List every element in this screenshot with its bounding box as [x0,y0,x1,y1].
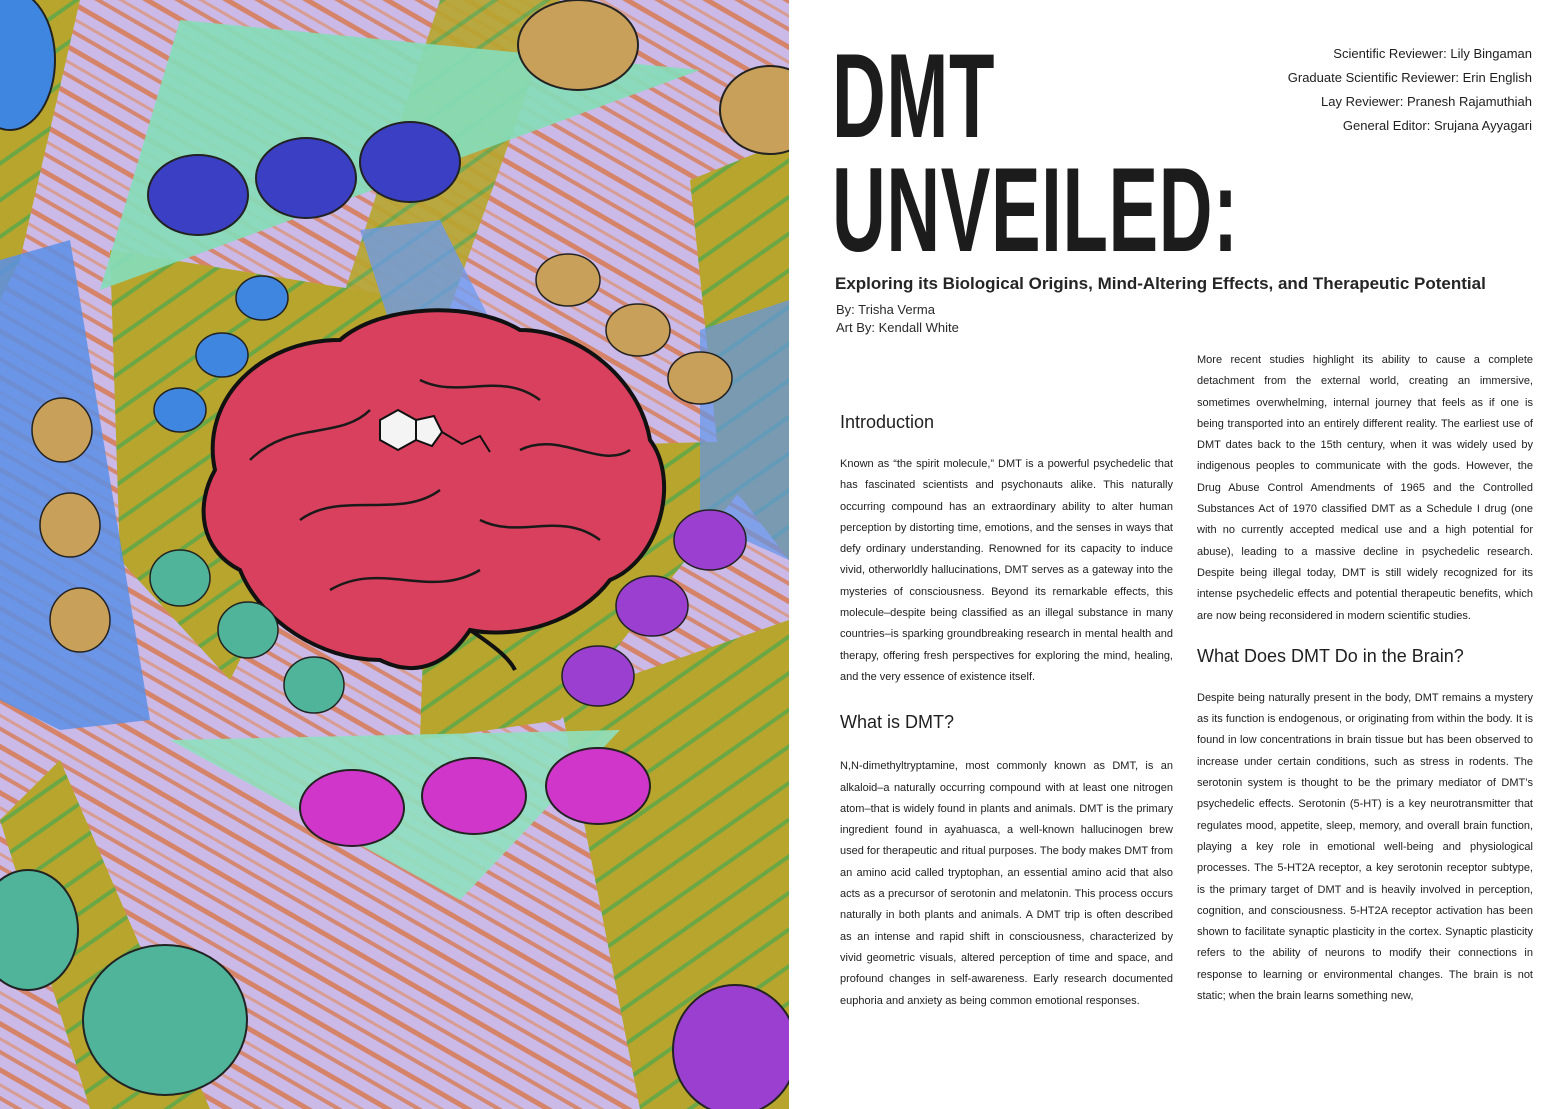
introduction-paragraph: Known as “the spirit molecule,” DMT is a powerful psychedelic that has fascinated scientists and psychonauts alike. This naturally occurring compound has an extraordinary ability to alter human perception by distorting time, emotions, and the senses in ways that defy ordinary understanding. Renowned for its capacity to induce vivid, otherworldly hallucinations, DMT serves as a gateway into the mysteries of consciousness. Beyond its remarkable effects, this molecule–despite being classified as an illegal substance in many countries–is sparking groundbreaking research in mental health and therapy, offering fresh perspectives for exploring the mind, healing, and the very essence of existence itself. [840,458,1173,683]
general-editor: General Editor: Srujana Ayyagari [1342,118,1532,133]
headline-line-2: UNVEILED: [832,143,1239,277]
article-page [789,0,1567,1109]
what-is-dmt-paragraph: N,N-dimethyltryptamine, most commonly known as DMT, is an alkaloid–a naturally occurring compound with at least one nitrogen atom–that is widely found in plants and animals. DMT is the primary ingredient found in ayahuasca, a well-known hallucinogen brew used for therapeutic and ritual purposes. The body makes DMT from an amino acid called tryptophan, an essential amino acid that also acts as a precursor of serotonin and melatonin. This process occurs naturally in both plants and animals. A DMT trip is often described as an intense and rapid shift in consciousness, characterized by vivid geometric visuals, altered perception of time and space, and profound changes in self-awareness. Early research documented euphoria and anxiety as being common emotional responses. [840,760,1173,1007]
what-is-dmt-heading: What is DMT? [840,712,955,733]
article-subtitle: Exploring its Biological Origins, Mind-Altering Effects, and Therapeutic Potential [835,274,1486,293]
lay-reviewer: Lay Reviewer: Pranesh Rajamuthiah [1321,94,1532,109]
continued-paragraph: More recent studies highlight its ability to cause a complete detachment from the external world, creating an immersive, sometimes overwhelming, internal journey that feels as if one is being transported into an entirely different reality. The earliest use of DMT dates back to the 15th century, when it was widely used by indigenous peoples to communicate with the gods. However, the Drug Abuse Control Amendments of 1965 and the Controlled Substances Act of 1970 classified DMT as a Schedule I drug (one with no currently accepted medical use and a high potential for abuse), leading to a massive decline in psychedelic research. Despite being illegal today, DMT is still widely recognized for its intense psychedelic effects and potential therapeutic benefits, which are now being reconsidered in modern scientific studies. [1197,354,1533,622]
reviewer-credits [1288,42,1532,138]
graduate-scientific-reviewer: Graduate Scientific Reviewer: Erin English [1287,70,1532,85]
dmt-in-brain-heading: What Does DMT Do in the Brain? [1197,645,1464,666]
introduction-heading: Introduction [840,412,935,432]
text-column-right [1197,350,1533,1007]
headline-line-1: DMT [832,29,996,163]
dmt-in-brain-paragraph: Despite being naturally present in the body, DMT remains a mystery as its function is endogenous, or originating from within the body. It is found in low concentrations in brain tissue but has been observed to increase under certain conditions, such as stress in rodents. The serotonin system is thought to be the primary mediator of DMT’s psychedelic effects. Serotonin (5-HT) is a key neurotransmitter that regulates mood, appetite, sleep, memory, and overall brain function, playing a key role in emotional well-being and physiological processes. The 5-HT2A receptor, a key serotonin receptor subtype, is the primary target of DMT and is heavily involved in perception, cognition, and consciousness. 5-HT2A receptor activation has been shown to facilitate synaptic plasticity in the cortex. Synaptic plasticity refers to the ability of neurons to modify their connections in response to learning or environmental changes. The brain is not static; when the brain learns something new, [1197,691,1533,1003]
text-column-left [840,400,1173,1012]
scientific-reviewer: Scientific Reviewer: Lily Bingaman [1333,46,1532,61]
artist-byline: Art By: Kendall White [836,320,959,335]
author-byline: By: Trisha Verma [836,302,935,317]
